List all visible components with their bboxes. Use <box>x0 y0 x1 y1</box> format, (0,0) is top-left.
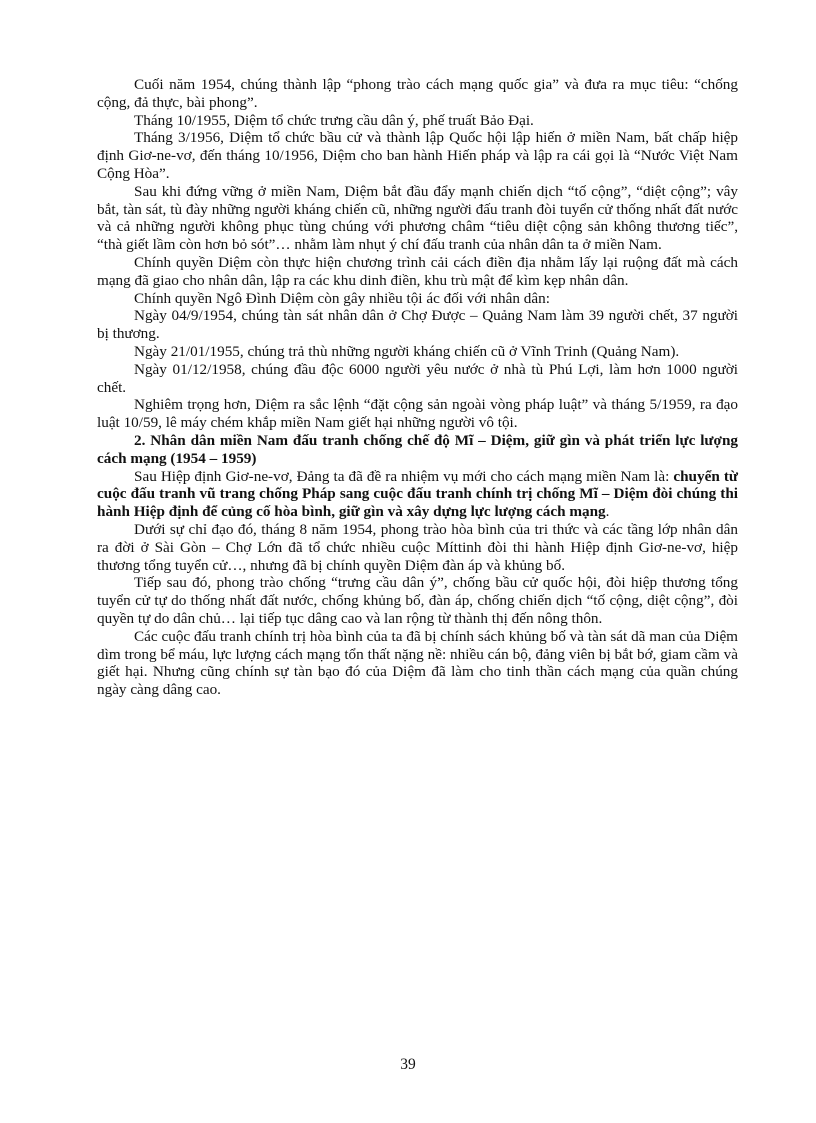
section-heading: 2. Nhân dân miền Nam đấu tranh chống chế độ Mĩ – Diệm, giữ gìn và phát triển lực lượng cách mạng (1954 – 1959) <box>97 431 738 467</box>
paragraph: Ngày 21/01/1955, chúng trả thù những người kháng chiến cũ ở Vĩnh Trinh (Quảng Nam). <box>134 342 680 360</box>
text-run: . <box>605 503 610 521</box>
paragraph: Chính quyền Diệm còn thực hiện chương trình cải cách điền địa nhằm lấy lại ruộng đất mà cách mạng đã giao cho nhân dân, lập ra các khu dinh điền, khu trù mật để kìm kẹp nhân dân. <box>97 253 738 289</box>
paragraph: Các cuộc đấu tranh chính trị hòa bình của ta đã bị chính sách khủng bố và tàn sát dã man của Diệm dìm trong bể máu, lực lượng cách mạng tổn thất nặng nề: nhiều cán bộ, đảng viên bị bắt bớ, giam cầm và giết hại. Nhưng cũng chính sự tàn bạo đó của Diệm đã làm cho tinh thần cách mạng của quần chúng ngày càng dâng cao. <box>97 627 738 699</box>
paragraph: Dưới sự chỉ đạo đó, tháng 8 năm 1954, phong trào hòa bình của tri thức và các tầng lớp nhân dân ra đời ở Sài Gòn – Chợ Lớn đã tổ chức nhiều cuộc Míttinh đòi thi hành Hiệp định Giơ-ne-vơ, hiệp thương tổng tuyển cử…, nhưng đã bị chính quyền Diệm đàn áp và khủng bố. <box>97 520 738 574</box>
paragraph: Cuối năm 1954, chúng thành lập “phong trào cách mạng quốc gia” và đưa ra mục tiêu: “chống cộng, đả thực, bài phong”. <box>97 76 738 111</box>
paragraph: Chính quyền Ngô Đình Diệm còn gây nhiều tội ác đối với nhân dân: <box>134 289 550 307</box>
paragraph: Sau khi đứng vững ở miền Nam, Diệm bắt đầu đẩy mạnh chiến dịch “tố cộng”, “diệt cộng”; vây bắt, tàn sát, tù đày những người kháng chiến cũ, những người đấu tranh đòi tuyển cử thống nhất đất nước và cả những người không phục tùng chúng với phương châm “tiêu diệt cộng sản không thương tiếc”, “thà giết lầm còn hơn bỏ sót”… nhằm làm nhụt ý chí đấu tranh của nhân dân ta ở miền Nam. <box>97 182 738 254</box>
paragraph: Tiếp sau đó, phong trào chống “trưng cầu dân ý”, chống bầu cử quốc hội, đòi hiệp thương tổng tuyển cử tự do thống nhất đất nước, chống khủng bố, đàn áp, chống chiến dịch “tố cộng, diệt cộng”, đòi quyền tự do dân chủ… lại tiếp tục dâng cao và lan rộng từ thành thị đến nông thôn. <box>97 574 738 627</box>
paragraph: Nghiêm trọng hơn, Diệm ra sắc lệnh “đặt cộng sản ngoài vòng pháp luật” và tháng 5/1959, ra đạo luật 10/59, lê máy chém khắp miền Nam giết hại những người vô tội. <box>97 396 738 432</box>
paragraph: Ngày 01/12/1958, chúng đầu độc 6000 người yêu nước ở nhà tù Phú Lợi, làm hơn 1000 người chết. <box>97 360 738 396</box>
page-number: 39 <box>400 1056 416 1073</box>
paragraph: Tháng 10/1955, Diệm tổ chức trưng cầu dân ý, phế truất Bảo Đại. <box>134 111 534 129</box>
bold-text-run: chuyển từ cuộc đấu tranh vũ trang chống Pháp sang cuộc đấu tranh chính trị chống Mĩ – Diệm đòi chúng thi hành Hiệp định để củng cố hòa bình, giữ gìn và xây dựng lực lượng cách mạng <box>97 467 738 521</box>
paragraph: Tháng 3/1956, Diệm tổ chức bầu cử và thành lập Quốc hội lập hiến ở miền Nam, bất chấp hiệp định Giơ-ne-vơ, đến tháng 10/1956, Diệm cho ban hành Hiến pháp và lập ra cái gọi là “Nước Việt Nam Cộng Hòa”. <box>97 129 738 182</box>
document-page <box>97 76 738 699</box>
text-run: Sau Hiệp định Giơ-ne-vơ, Đảng ta đã đề ra nhiệm vụ mới cho cách mạng miền Nam là: <box>134 467 674 485</box>
mixed-paragraph <box>97 468 738 521</box>
paragraph: Ngày 04/9/1954, chúng tàn sát nhân dân ở Chợ Được – Quảng Nam làm 39 người chết, 37 người bị thương. <box>97 307 738 343</box>
